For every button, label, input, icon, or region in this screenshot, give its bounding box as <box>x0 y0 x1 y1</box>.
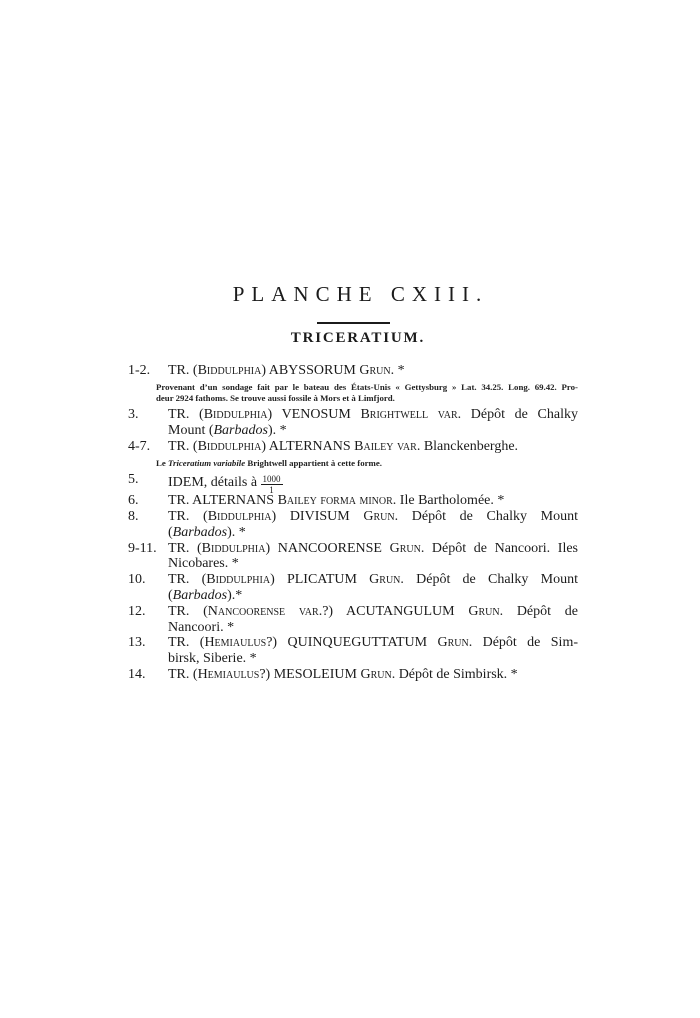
text-run: ) ACUTANGULUM <box>328 603 469 619</box>
text-run: . Ile Bartholomée. * <box>392 493 505 509</box>
entry-body <box>168 667 578 683</box>
plate-entry <box>128 667 578 683</box>
small-caps-run: Nancoorense var.? <box>207 603 329 619</box>
small-caps-run: Bailey var <box>354 438 417 454</box>
entry-body <box>168 493 578 509</box>
text-run: . Dépôt de Chalky Mount <box>400 572 578 588</box>
entry-line <box>168 509 578 525</box>
figure-number: 5. <box>128 472 139 488</box>
entry-line <box>168 588 578 604</box>
small-caps-run: Biddulphia <box>197 363 262 378</box>
small-caps-run: Hemiaulus <box>204 635 267 651</box>
entry-line <box>168 541 578 557</box>
text-run: TR. ( <box>168 666 198 682</box>
entry-line <box>168 667 578 683</box>
entry-body <box>168 541 578 573</box>
small-caps-run: Grun <box>359 363 391 378</box>
text-run: ( <box>168 587 173 603</box>
plate-entry <box>128 509 578 541</box>
text-run: TR. ( <box>168 508 208 524</box>
italic-run: Barbados <box>172 524 228 540</box>
entry-body <box>168 635 578 667</box>
text-run: TR. ( <box>168 603 208 619</box>
entry-line <box>168 651 578 667</box>
text-run: ?) QUINQUEGUTTATUM <box>266 635 438 651</box>
entry-line <box>168 493 578 509</box>
entry-line <box>168 620 578 636</box>
plate-entry <box>128 472 578 496</box>
entry-line <box>168 572 578 588</box>
small-caps-run: Grun <box>363 508 395 524</box>
note-line <box>156 393 578 404</box>
small-caps-run: Bailey forma minor <box>277 493 393 509</box>
text-run: ).* <box>227 587 243 603</box>
figure-number: 6. <box>128 493 139 509</box>
small-caps-run: Biddulphia <box>201 540 266 556</box>
entry-line <box>168 604 578 620</box>
text-run: Nancoori. * <box>168 619 235 635</box>
figure-caption-list <box>128 363 578 683</box>
text-run: ) ABYSSORUM <box>261 363 360 378</box>
fraction <box>261 475 283 495</box>
italic-run: Triceratium variabile <box>167 458 246 469</box>
note-line <box>156 382 578 393</box>
entry-line <box>168 525 578 541</box>
text-run: IDEM, détails à <box>168 475 261 491</box>
small-caps-run: Biddulphia <box>203 407 268 423</box>
text-run: ) DIVISUM <box>271 508 364 524</box>
entry-line <box>168 635 578 651</box>
italic-run: Barbados <box>172 587 228 603</box>
text-run: . Dépôt de Chalky <box>457 407 578 423</box>
note-line <box>156 458 578 469</box>
entry-body <box>168 604 578 636</box>
text-run: ). * <box>267 423 287 439</box>
entry-note <box>156 382 578 404</box>
entry-note <box>156 458 578 469</box>
figure-number: 14. <box>128 666 146 682</box>
entry-body <box>156 438 578 472</box>
figure-number: 12. <box>128 603 146 619</box>
text-run: ). * <box>227 524 246 540</box>
text-run: ) NANCOORENSE <box>265 540 390 556</box>
plate-entry <box>128 493 578 509</box>
plate-entry <box>128 572 578 604</box>
plate-entry <box>128 439 578 472</box>
small-caps-run: Grun <box>360 666 392 682</box>
text-run: Nicobares. * <box>168 556 239 572</box>
title-divider-rule <box>317 322 390 324</box>
text-run: ?) MESOLEIUM <box>259 666 361 682</box>
genus-heading: TRICERATIUM. <box>290 330 426 346</box>
fraction-numerator: 1000 <box>262 473 281 484</box>
plate-entry <box>128 604 578 636</box>
entry-line <box>168 363 578 379</box>
entry-body <box>168 572 578 604</box>
text-run: . Dépôt de Simbirsk. * <box>391 666 518 682</box>
small-caps-run: Biddulphia <box>197 438 262 454</box>
entry-body <box>168 407 578 439</box>
entry-line <box>168 439 578 455</box>
plate-entry <box>128 363 578 407</box>
entry-body <box>168 472 578 496</box>
text-run: Mount ( <box>168 423 214 439</box>
figure-number: 3. <box>128 407 139 423</box>
small-caps-run: Grun <box>369 572 401 588</box>
plate-entry <box>128 541 578 573</box>
plate-entry <box>128 635 578 667</box>
entry-line <box>168 556 578 572</box>
text-run: ) PLICATUM <box>270 572 370 588</box>
text-run: Le <box>156 458 168 469</box>
figure-number: 10. <box>128 572 146 588</box>
figure-number: 13. <box>128 635 146 651</box>
text-run: . Dépôt de Chalky Mount <box>394 508 578 524</box>
entry-line <box>168 472 578 496</box>
fraction-denominator: 1 <box>269 485 274 496</box>
small-caps-run: Grun <box>468 603 500 619</box>
entry-line <box>168 407 578 423</box>
italic-run: Barbados <box>213 423 268 439</box>
text-run: TR. ( <box>168 407 204 423</box>
plate-title: PLANCHE CXIII. <box>232 282 489 306</box>
text-run: ( <box>168 524 173 540</box>
text-run: ) ALTERNANS <box>261 438 355 454</box>
entry-body <box>156 363 578 407</box>
small-caps-run: Biddulphia <box>207 508 272 524</box>
text-run: TR. ( <box>168 363 198 378</box>
text-run: TR. ( <box>168 540 202 556</box>
text-run: . Dépôt de <box>499 603 578 619</box>
text-run: TR. ( <box>168 635 205 651</box>
plate-entry <box>128 407 578 439</box>
text-run: TR. ALTERNANS <box>168 493 278 509</box>
figure-number: 4-7. <box>128 438 151 454</box>
text-run: birsk, Siberie. * <box>168 651 257 667</box>
small-caps-run: Brightwell var <box>360 407 458 423</box>
text-run: . * <box>390 363 405 378</box>
small-caps-run: Hemiaulus <box>197 666 260 682</box>
small-caps-run: Biddulphia <box>206 572 271 588</box>
small-caps-run: Grun <box>437 635 469 651</box>
entry-line <box>168 423 578 439</box>
text-run: Brightwell appartient à cette forme. <box>245 458 382 469</box>
figure-number: 1-2. <box>128 363 151 378</box>
text-run: deur 2924 fathoms. Se trouve aussi fossile à Mors et à Limfjord. <box>156 393 395 404</box>
entry-body <box>168 509 578 541</box>
text-run: TR. ( <box>168 572 207 588</box>
small-caps-run: Grun <box>389 540 421 556</box>
text-run: . Dépôt de Sim- <box>468 635 578 651</box>
text-run: TR. ( <box>168 438 198 454</box>
text-run: Provenant d’un sondage fait par le bateau des États-Unis « Gettysburg » Lat. 34.25. Long. 69.42. Pro- <box>156 382 578 393</box>
text-run: ) VENOSUM <box>267 407 361 423</box>
figure-number: 8. <box>128 508 139 524</box>
text-run: . Blanckenberghe. <box>416 438 519 454</box>
text-run: . Dépôt de Nancoori. Iles <box>420 540 578 556</box>
figure-number: 9-11. <box>128 540 157 556</box>
